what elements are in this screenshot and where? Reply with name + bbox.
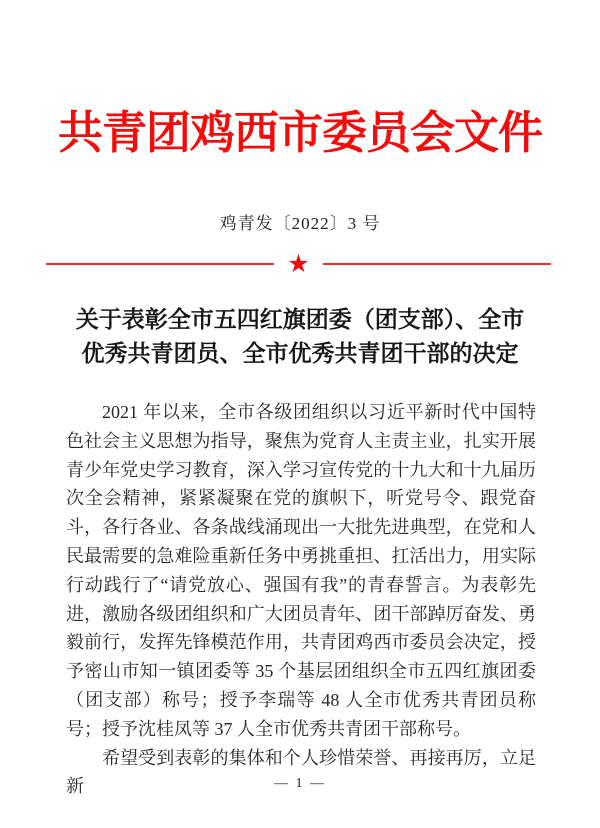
red-divider [46, 250, 551, 277]
star-icon: ★ [287, 249, 310, 278]
divider-line-right [323, 263, 551, 265]
body-paragraph-1: 2021 年以来，全市各级团组织以习近平新时代中国特色社会主义思想为指导，聚焦为党育人主责主业，扎实开展青少年党史学习教育，深入学习宣传党的十九大和十九届历次全会精神，紧紧凝聚在党的旗帜下，听党号令、跟党奋斗，各行各业、各条战线涌现出一大批先进典型，在党和人民最需要的急难险重新任务中勇挑重担、扛活出力，用实际行动践行了“请党放心、强国有我”的青春誓言。为表彰先进，激励各级团组织和广大团员青年、团干部踔厉奋发、勇毅前行，发挥先锋模范作用，共青团鸡西市委员会决定，授予密山市知一镇团委等 35 个基层团组织全市五四红旗团委（团支部）称号；授予李瑞等 48 人全市优秀共青团员称号；授予沈桂凤等 37 人全市优秀共青团干部称号。 [66, 402, 536, 739]
document-title-line-2: 优秀共青团员、全市优秀共青团干部的决定 [81, 341, 519, 366]
document-title-line-1: 关于表彰全市五四红旗团委（团支部）、全市 [75, 307, 525, 332]
page-number: — 1 — [274, 776, 326, 791]
document-title [30, 303, 570, 371]
divider-line-left [46, 263, 274, 265]
letterhead-title: 共青团鸡西市委员会文件 [57, 108, 542, 158]
body-paragraph-2: 希望受到表彰的集体和个人珍惜荣誉、再接再厉，立足新 [66, 747, 536, 797]
document-body [66, 398, 536, 801]
doc-number: 鸡青发〔2022〕3 号 [219, 214, 381, 233]
